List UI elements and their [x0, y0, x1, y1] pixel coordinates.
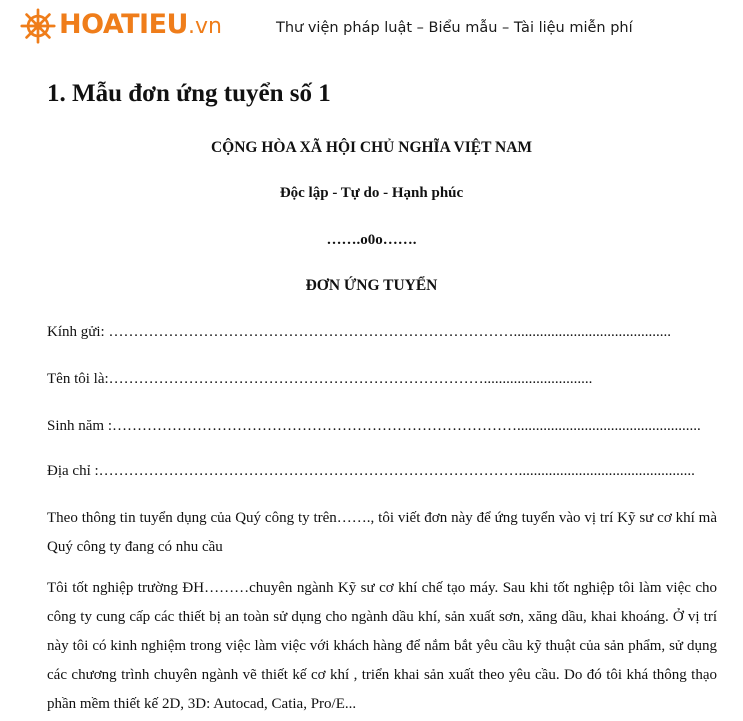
field-ten: Tên tôi là:………………………………………………………………….............................: [47, 371, 593, 387]
logo-suffix: .vn: [187, 14, 222, 39]
logo-text: [59, 7, 222, 45]
ship-wheel-icon: [20, 8, 56, 44]
form-title: ĐƠN ỨNG TUYỂN: [305, 277, 438, 294]
site-logo[interactable]: [20, 7, 222, 45]
national-motto: Độc lập - Tự do - Hạnh phúc: [279, 185, 464, 201]
field-kinh-gui: Kính gửi: ………………………………………………………………………..........................................: [47, 324, 671, 340]
field-sinh-nam: Sinh năm :……………………………………………………………………….................................................: [47, 418, 701, 434]
national-title: CỘNG HÒA XÃ HỘI CHỦ NGHĨA VIỆT NAM: [210, 139, 533, 156]
logo-main: HOATIEU: [59, 9, 188, 40]
paragraph-intro: Theo thông tin tuyển dụng của Quý công ty trên……., tôi viết đơn này để ứng tuyển vào vị trí Kỹ sư cơ khí mà Quý công ty đang có nhu cầu: [47, 510, 717, 555]
separator-line: …….o0o…….: [326, 232, 417, 248]
site-header: [0, 0, 743, 62]
field-dia-chi: Địa chỉ :…………………………………………………………………………...............................................: [47, 463, 695, 479]
section-title: 1. Mẫu đơn ứng tuyển số 1: [47, 80, 331, 107]
paragraph-experience: Tôi tốt nghiệp trường ĐH………chuyên ngành Kỹ sư cơ khí chế tạo máy. Sau khi tốt nghiệp tôi làm việc cho công ty cung cấp các thiết bị an toàn sử dụng cho ngành dầu khí, sản xuất sơn, xăng dầu, khai khoáng. Ở vị trí này tôi có kinh nghiệm trong việc làm việc với khách hàng để nắm bắt yêu cầu kỹ thuật của sản phẩm, sử dụng các chương trình chuyên ngành vẽ thiết kế cơ khí , triển khai sản xuất theo yêu cầu. Do đó tôi khá thông thạo phần mềm thiết kế 2D, 3D: Autocad, Catia, Pro/E...: [47, 580, 717, 712]
site-tagline: Thư viện pháp luật – Biểu mẫu – Tài liệu miễn phí: [276, 20, 633, 36]
